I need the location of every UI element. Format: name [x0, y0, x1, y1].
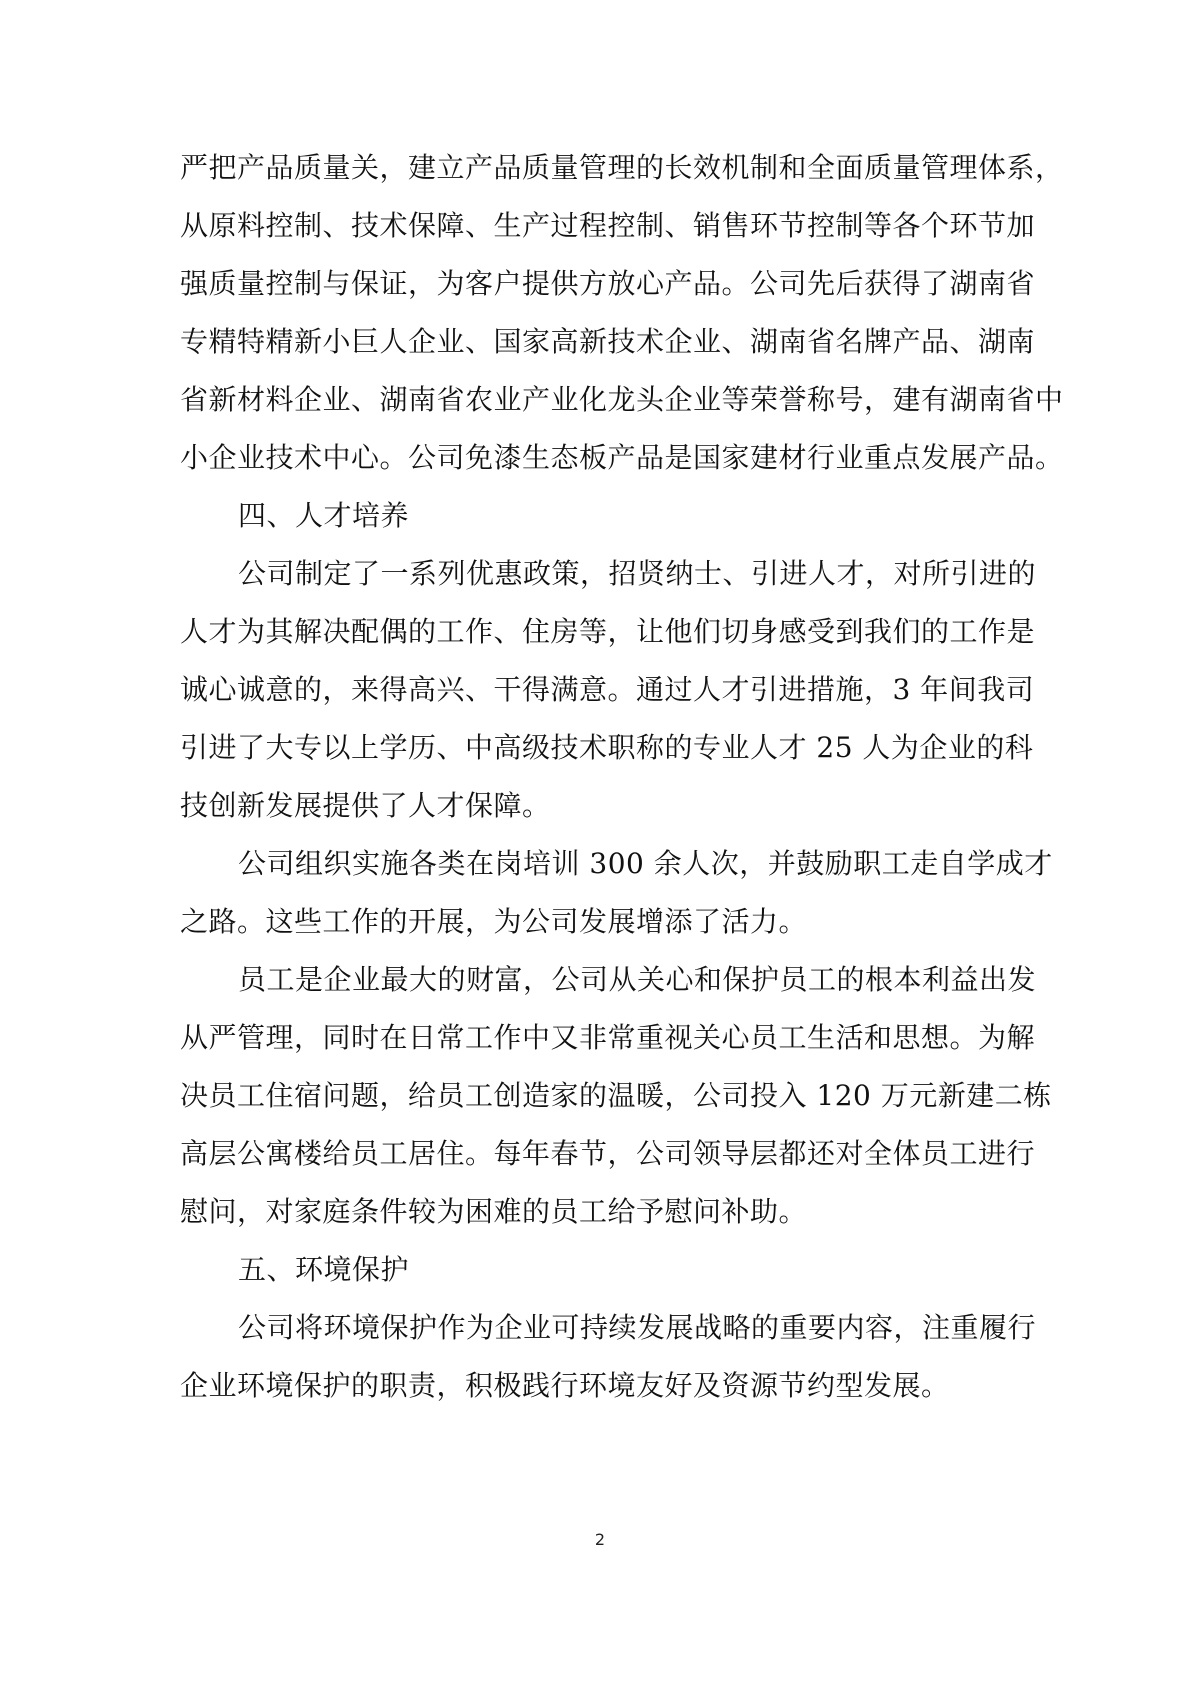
paragraph-line: 决员工住宿问题，给员工创造家的温暖，公司投入 120 万元新建二栋	[180, 1079, 1052, 1112]
paragraph-line: 强质量控制与保证，为客户提供方放心产品。公司先后获得了湖南省	[180, 267, 1036, 300]
paragraph-line: 高层公寓楼给员工居住。每年春节，公司领导层都还对全体员工进行	[180, 1137, 1036, 1170]
paragraph-line: 从原料控制、技术保障、生产过程控制、销售环节控制等各个环节加	[180, 209, 1036, 242]
paragraph-line: 人才为其解决配偶的工作、住房等，让他们切身感受到我们的工作是	[180, 615, 1036, 648]
paragraph-line: 引进了大专以上学历、中高级技术职称的专业人才 25 人为企业的科	[180, 731, 1034, 764]
paragraph-line: 从严管理，同时在日常工作中又非常重视关心员工生活和思想。为解	[180, 1021, 1036, 1054]
section-heading: 四、人才培养	[238, 499, 410, 532]
page-number: 2	[594, 1530, 606, 1549]
paragraph-line: 企业环境保护的职责，积极践行环境友好及资源节约型发展。	[180, 1369, 950, 1402]
paragraph-line: 之路。这些工作的开展，为公司发展增添了活力。	[180, 905, 808, 938]
paragraph-line: 公司将环境保护作为企业可持续发展战略的重要内容，注重履行	[238, 1311, 1037, 1344]
paragraph-line: 严把产品质量关，建立产品质量管理的长效机制和全面质量管理体系，	[180, 151, 1064, 184]
paragraph-line: 专精特精新小巨人企业、国家高新技术企业、湖南省名牌产品、湖南	[180, 325, 1036, 358]
paragraph-line: 公司组织实施各类在岗培训 300 余人次，并鼓励职工走自学成才	[238, 847, 1053, 880]
paragraph-line: 慰问，对家庭条件较为困难的员工给予慰问补助。	[180, 1195, 808, 1228]
paragraph-line: 公司制定了一系列优惠政策，招贤纳士、引进人才，对所引进的	[238, 557, 1037, 590]
paragraph-line: 员工是企业最大的财富，公司从关心和保护员工的根本利益出发	[238, 963, 1037, 996]
paragraph-line: 省新材料企业、湖南省农业产业化龙头企业等荣誉称号，建有湖南省中	[180, 383, 1064, 416]
paragraph-line: 技创新发展提供了人才保障。	[180, 789, 551, 822]
paragraph-line: 诚心诚意的，来得高兴、干得满意。通过人才引进措施，3 年间我司	[180, 673, 1035, 706]
section-heading: 五、环境保护	[238, 1253, 410, 1286]
paragraph-line: 小企业技术中心。公司免漆生态板产品是国家建材行业重点发展产品。	[180, 441, 1064, 474]
